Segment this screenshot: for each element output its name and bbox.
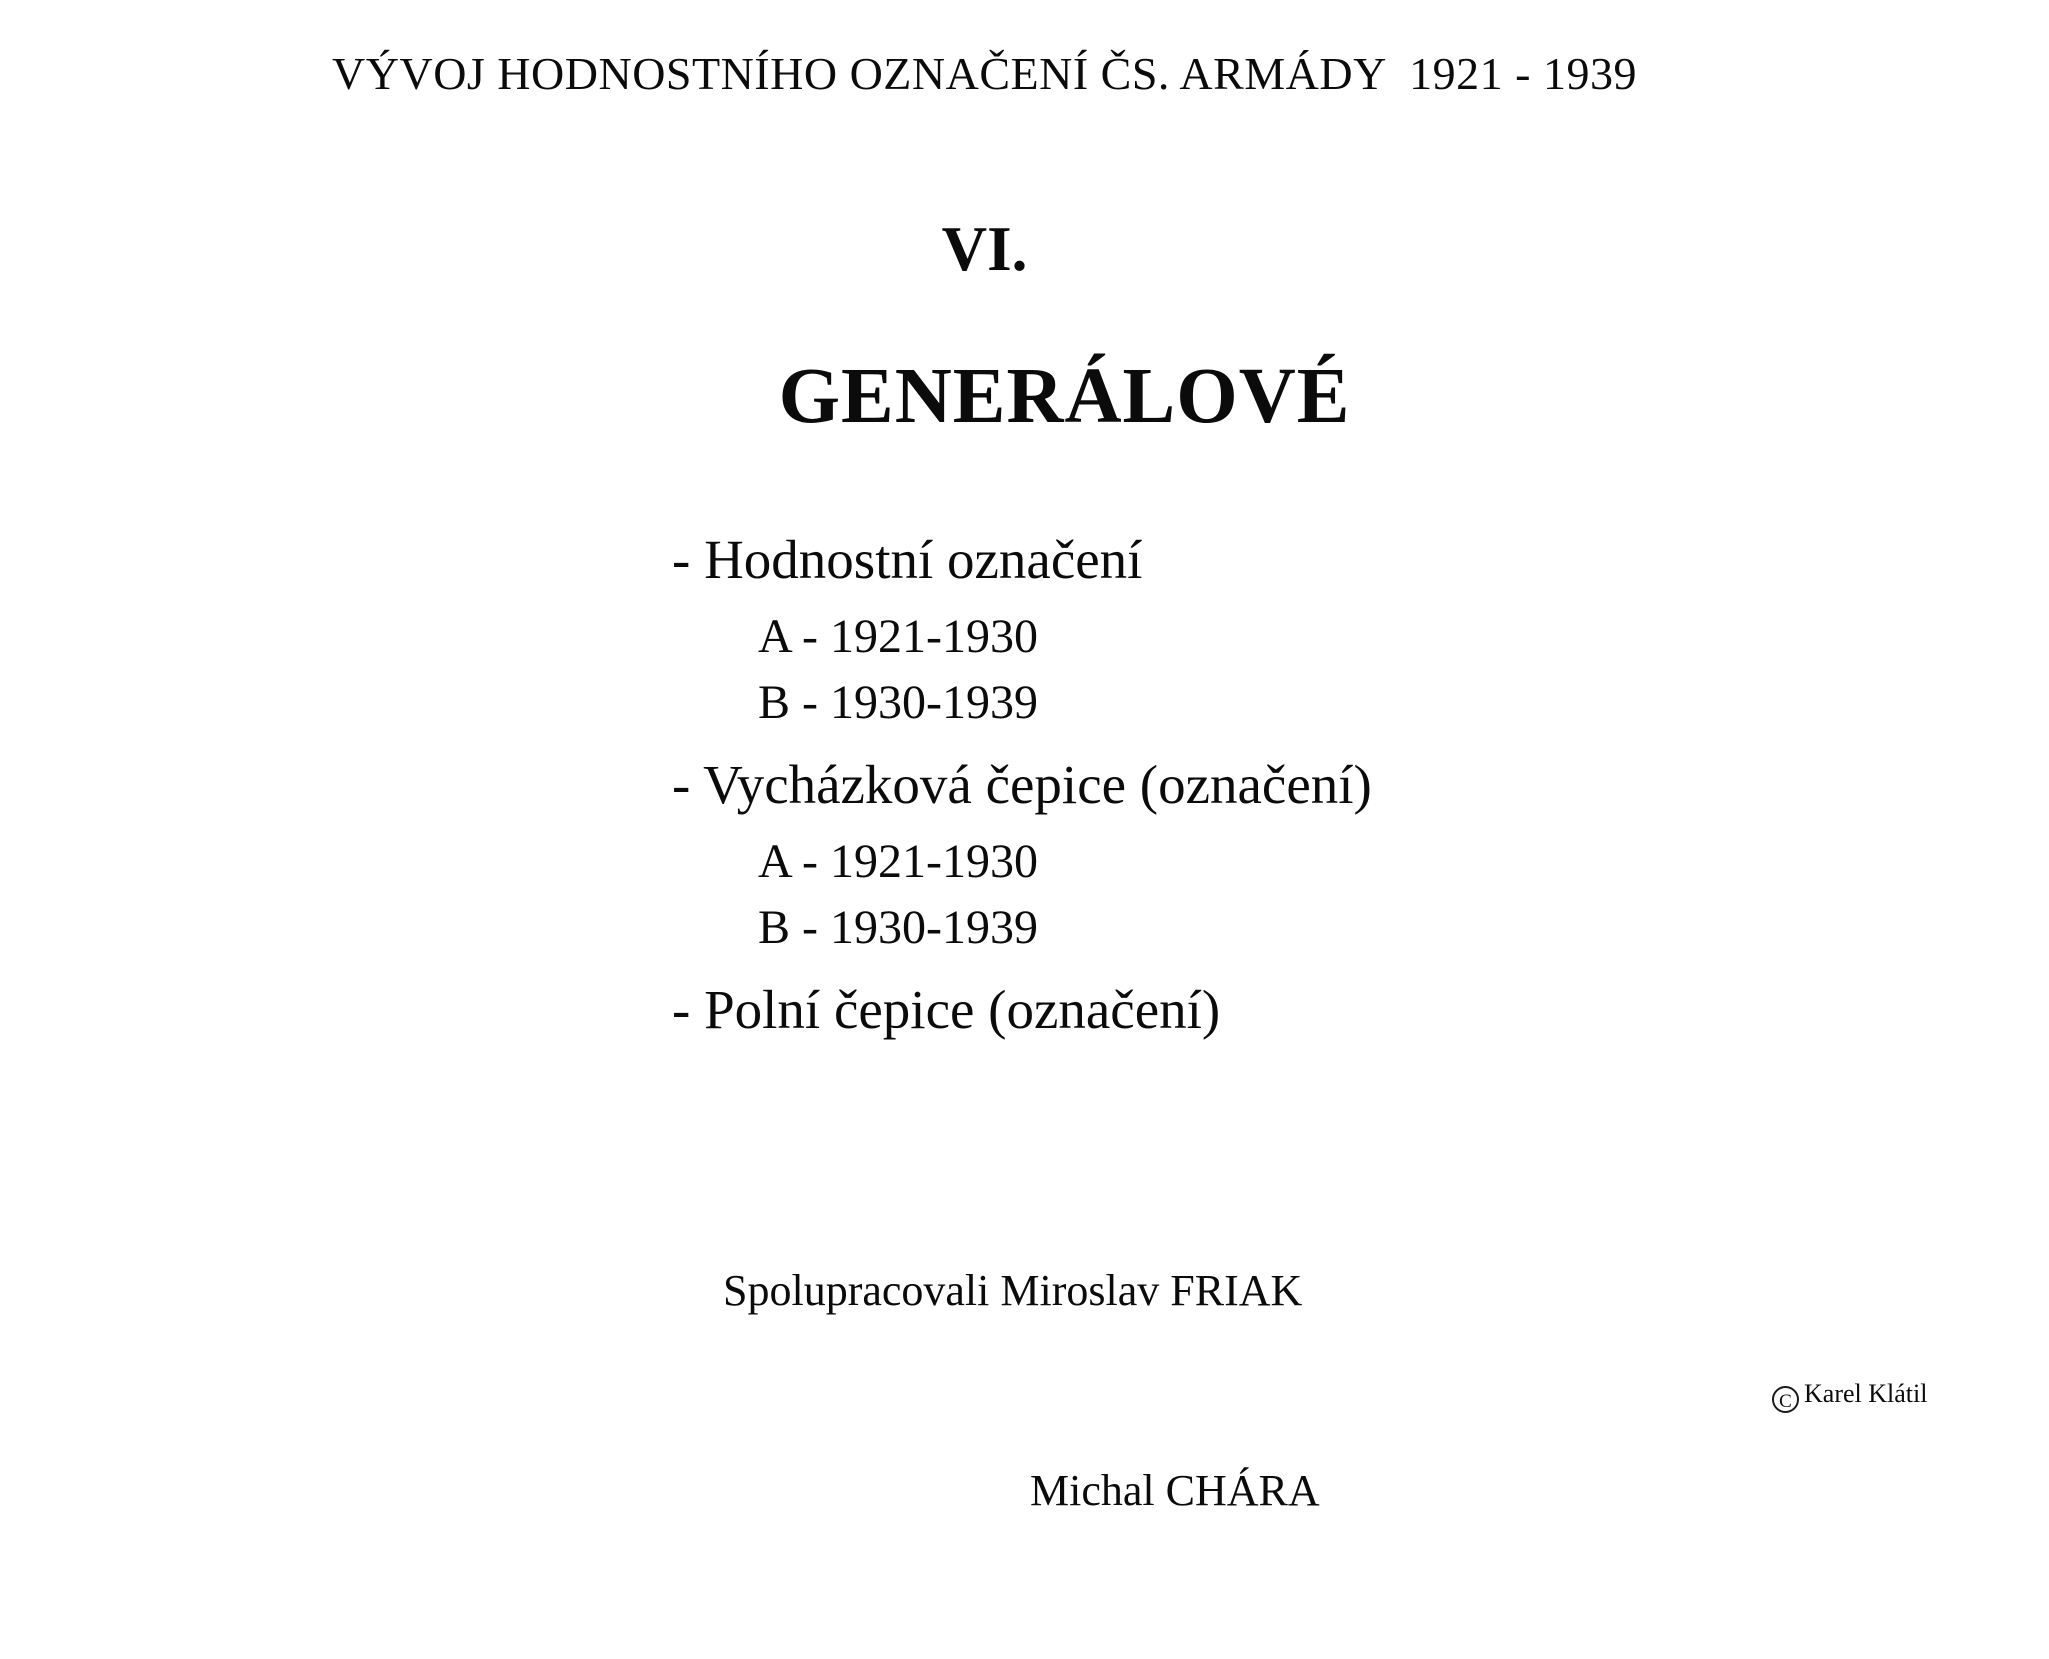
outline-subitem: A - 1921-1930 bbox=[758, 835, 1038, 888]
copyright-holder: Karel Klátil bbox=[1804, 1379, 1928, 1408]
credits-line-2: Michal CHÁRA bbox=[1030, 1466, 1320, 1516]
credits bbox=[723, 1124, 1320, 1659]
credits-line-1: Spolupracovali Miroslav FRIAK bbox=[723, 1265, 1303, 1315]
document-title: VÝVOJ HODNOSTNÍHO OZNAČENÍ ČS. ARMÁDY 1921 - 1939 bbox=[332, 48, 1637, 99]
outline-item-vychazkova-cepice: - Vycházková čepice (označení) bbox=[672, 754, 1372, 815]
outline-item-polni-cepice: - Polní čepice (označení) bbox=[672, 979, 1221, 1040]
outline-subitem: A - 1921-1930 bbox=[758, 610, 1038, 663]
outline-subitem: B - 1930-1939 bbox=[758, 676, 1038, 729]
chapter-numeral: VI. bbox=[941, 214, 1028, 284]
copyright-icon: C bbox=[1772, 1386, 1799, 1413]
copyright-notice bbox=[1772, 1378, 1927, 1413]
outline-item-hodnostni-oznaceni: - Hodnostní označení bbox=[672, 529, 1143, 590]
chapter-title: GENERÁLOVÉ bbox=[778, 353, 1351, 440]
outline-subitem: B - 1930-1939 bbox=[758, 901, 1038, 954]
contents-outline bbox=[672, 529, 1372, 1063]
